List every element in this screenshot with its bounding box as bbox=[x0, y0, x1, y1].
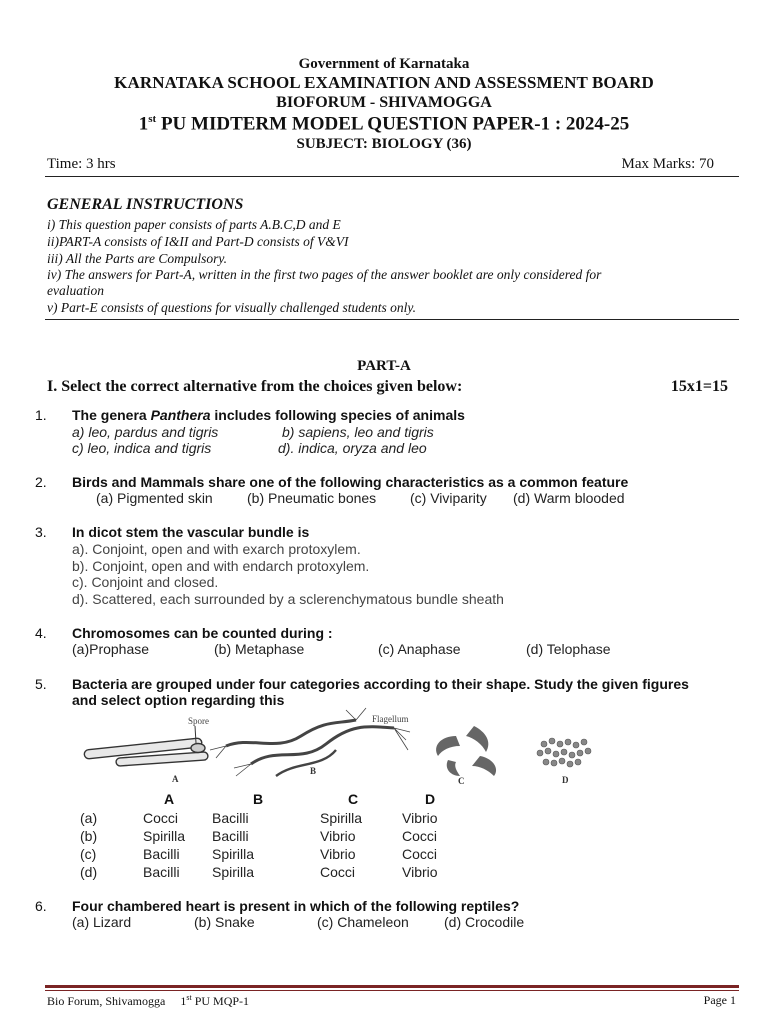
part-a-title: PART-A bbox=[357, 358, 411, 374]
paper-title-rest: PU MIDTERM MODEL QUESTION PAPER-1 : 2024-25 bbox=[156, 113, 630, 135]
footer-left-text-b: PU MQP-1 bbox=[191, 994, 250, 1008]
instructions-title: GENERAL INSTRUCTIONS bbox=[47, 196, 244, 213]
table-header-a: A bbox=[164, 791, 175, 807]
table-cell: Vibrio bbox=[402, 810, 438, 826]
option-b: (b) Pneumatic bones bbox=[247, 490, 377, 506]
header-forum: BIOFORUM - SHIVAMOGGA bbox=[276, 94, 492, 111]
row-option: (b) bbox=[80, 828, 98, 844]
table-cell: Vibrio bbox=[402, 864, 438, 880]
option-c: (c) Viviparity bbox=[410, 490, 487, 506]
table-header-c: C bbox=[348, 791, 359, 807]
table-cell: Vibrio bbox=[320, 846, 356, 862]
paper-title bbox=[0, 113, 768, 135]
question-text: Birds and Mammals share one of the following characteristics as a common feature bbox=[72, 474, 629, 490]
table-cell: Cocci bbox=[402, 846, 438, 862]
bacillus-figure-a bbox=[84, 726, 208, 766]
table-header-b: B bbox=[253, 791, 264, 807]
figure-label-d: D bbox=[562, 775, 569, 785]
time-label: Time: 3 hrs bbox=[47, 156, 116, 172]
figure-label-b: B bbox=[310, 766, 317, 776]
table-cell: Spirilla bbox=[320, 810, 363, 826]
instruction-item: iii) All the Parts are Compulsory. bbox=[47, 251, 228, 266]
row-option: (a) bbox=[80, 810, 98, 826]
table-cell: Spirilla bbox=[212, 846, 255, 862]
question-number: 1. bbox=[35, 407, 47, 423]
flagellum-label: Flagellum bbox=[372, 714, 409, 724]
paper-title-ordinal: 1 bbox=[138, 113, 149, 135]
figure-label-c: C bbox=[458, 776, 465, 786]
option-a: (a)Prophase bbox=[72, 641, 150, 657]
paper-title-sup: st bbox=[148, 113, 157, 125]
option-b: (b) Snake bbox=[194, 914, 255, 930]
max-marks-label: Max Marks: 70 bbox=[621, 156, 714, 172]
instruction-item: v) Part-E consists of questions for visually challenged students only. bbox=[47, 300, 416, 315]
option-c: (c) Chameleon bbox=[317, 914, 409, 930]
option-a: (a) Lizard bbox=[72, 914, 132, 930]
instruction-item: evaluation bbox=[47, 283, 104, 298]
vibrio-figure-c bbox=[436, 726, 496, 776]
header-board: KARNATAKA SCHOOL EXAMINATION AND ASSESSMENT BOARD bbox=[114, 73, 654, 92]
instruction-item: iv) The answers for Part-A, written in the first two pages of the answer booklet are only considered for bbox=[47, 267, 602, 282]
page-number: Page 1 bbox=[703, 993, 736, 1007]
table-cell: Bacilli bbox=[212, 810, 249, 826]
footer-left bbox=[47, 993, 249, 1009]
option-d: d). indica, oryza and leo bbox=[278, 440, 427, 456]
section-marks: 15x1=15 bbox=[670, 378, 728, 395]
question-number: 3. bbox=[35, 524, 47, 540]
table-header-d: D bbox=[425, 791, 436, 807]
header-divider bbox=[45, 176, 739, 177]
table-cell: Spirilla bbox=[212, 864, 255, 880]
table-cell: Bacilli bbox=[212, 828, 249, 844]
option-c: (c) Anaphase bbox=[378, 641, 461, 657]
footer-left-sup: st bbox=[186, 993, 192, 1002]
table-cell: Cocci bbox=[143, 810, 179, 826]
spore-label: Spore bbox=[188, 716, 209, 726]
header-government: Government of Karnataka bbox=[298, 56, 470, 72]
option-d: (d) Telophase bbox=[526, 641, 611, 657]
option-a: a). Conjoint, open and with exarch protoxylem. bbox=[72, 541, 361, 557]
bacteria-shapes-figure bbox=[76, 706, 616, 790]
question-text: Bacteria are grouped under four categories according to their shape. Study the given figures bbox=[72, 676, 689, 692]
option-a: (a) Pigmented skin bbox=[96, 490, 213, 506]
table-cell: Cocci bbox=[320, 864, 356, 880]
option-d: (d) Warm blooded bbox=[513, 490, 625, 506]
question-text bbox=[72, 407, 465, 423]
question-text: Chromosomes can be counted during : bbox=[72, 625, 333, 641]
table-cell: Bacilli bbox=[143, 864, 180, 880]
option-c: c) leo, indica and tigris bbox=[72, 440, 212, 456]
footer-rule-thin bbox=[45, 990, 739, 991]
option-d: (d) Crocodile bbox=[444, 914, 525, 930]
question-number: 4. bbox=[35, 625, 47, 641]
instruction-item: i) This question paper consists of parts A.B.C,D and E bbox=[47, 217, 341, 232]
table-cell: Bacilli bbox=[143, 846, 180, 862]
question-text-part: The genera bbox=[72, 407, 151, 423]
option-c: c). Conjoint and closed. bbox=[72, 574, 219, 590]
question-number: 5. bbox=[35, 676, 47, 692]
option-b: b) sapiens, leo and tigris bbox=[282, 424, 434, 440]
section-heading: I. Select the correct alternative from the choices given below: bbox=[47, 378, 463, 395]
option-a: a) leo, pardus and tigris bbox=[72, 424, 219, 440]
footer-rule-thick bbox=[45, 985, 739, 988]
question-number: 2. bbox=[35, 474, 47, 490]
table-cell: Spirilla bbox=[143, 828, 186, 844]
option-b: b). Conjoint, open and with endarch protoxylem. bbox=[72, 558, 370, 574]
question-text: Four chambered heart is present in which of the following reptiles? bbox=[72, 898, 520, 914]
cocci-figure-d bbox=[537, 738, 591, 767]
question-text-cont: and select option regarding this bbox=[72, 692, 285, 708]
subject-line: SUBJECT: BIOLOGY (36) bbox=[296, 136, 472, 152]
question-text-genus: Panthera bbox=[150, 407, 211, 423]
figure-label-a: A bbox=[172, 774, 179, 784]
question-text: In dicot stem the vascular bundle is bbox=[72, 524, 310, 540]
row-option: (c) bbox=[80, 846, 97, 862]
question-number: 6. bbox=[35, 898, 47, 914]
footer-left-text: Bio Forum, Shivamogga 1 bbox=[47, 994, 187, 1008]
instruction-item: ii)PART-A consists of I&II and Part-D consists of V&VI bbox=[47, 234, 349, 249]
table-cell: Cocci bbox=[402, 828, 438, 844]
option-b: (b) Metaphase bbox=[214, 641, 305, 657]
table-cell: Vibrio bbox=[320, 828, 356, 844]
instructions-divider bbox=[45, 319, 739, 320]
question-text-part: includes following species of animals bbox=[210, 407, 465, 423]
row-option: (d) bbox=[80, 864, 98, 880]
option-d: d). Scattered, each surrounded by a sclerenchymatous bundle sheath bbox=[72, 591, 504, 607]
